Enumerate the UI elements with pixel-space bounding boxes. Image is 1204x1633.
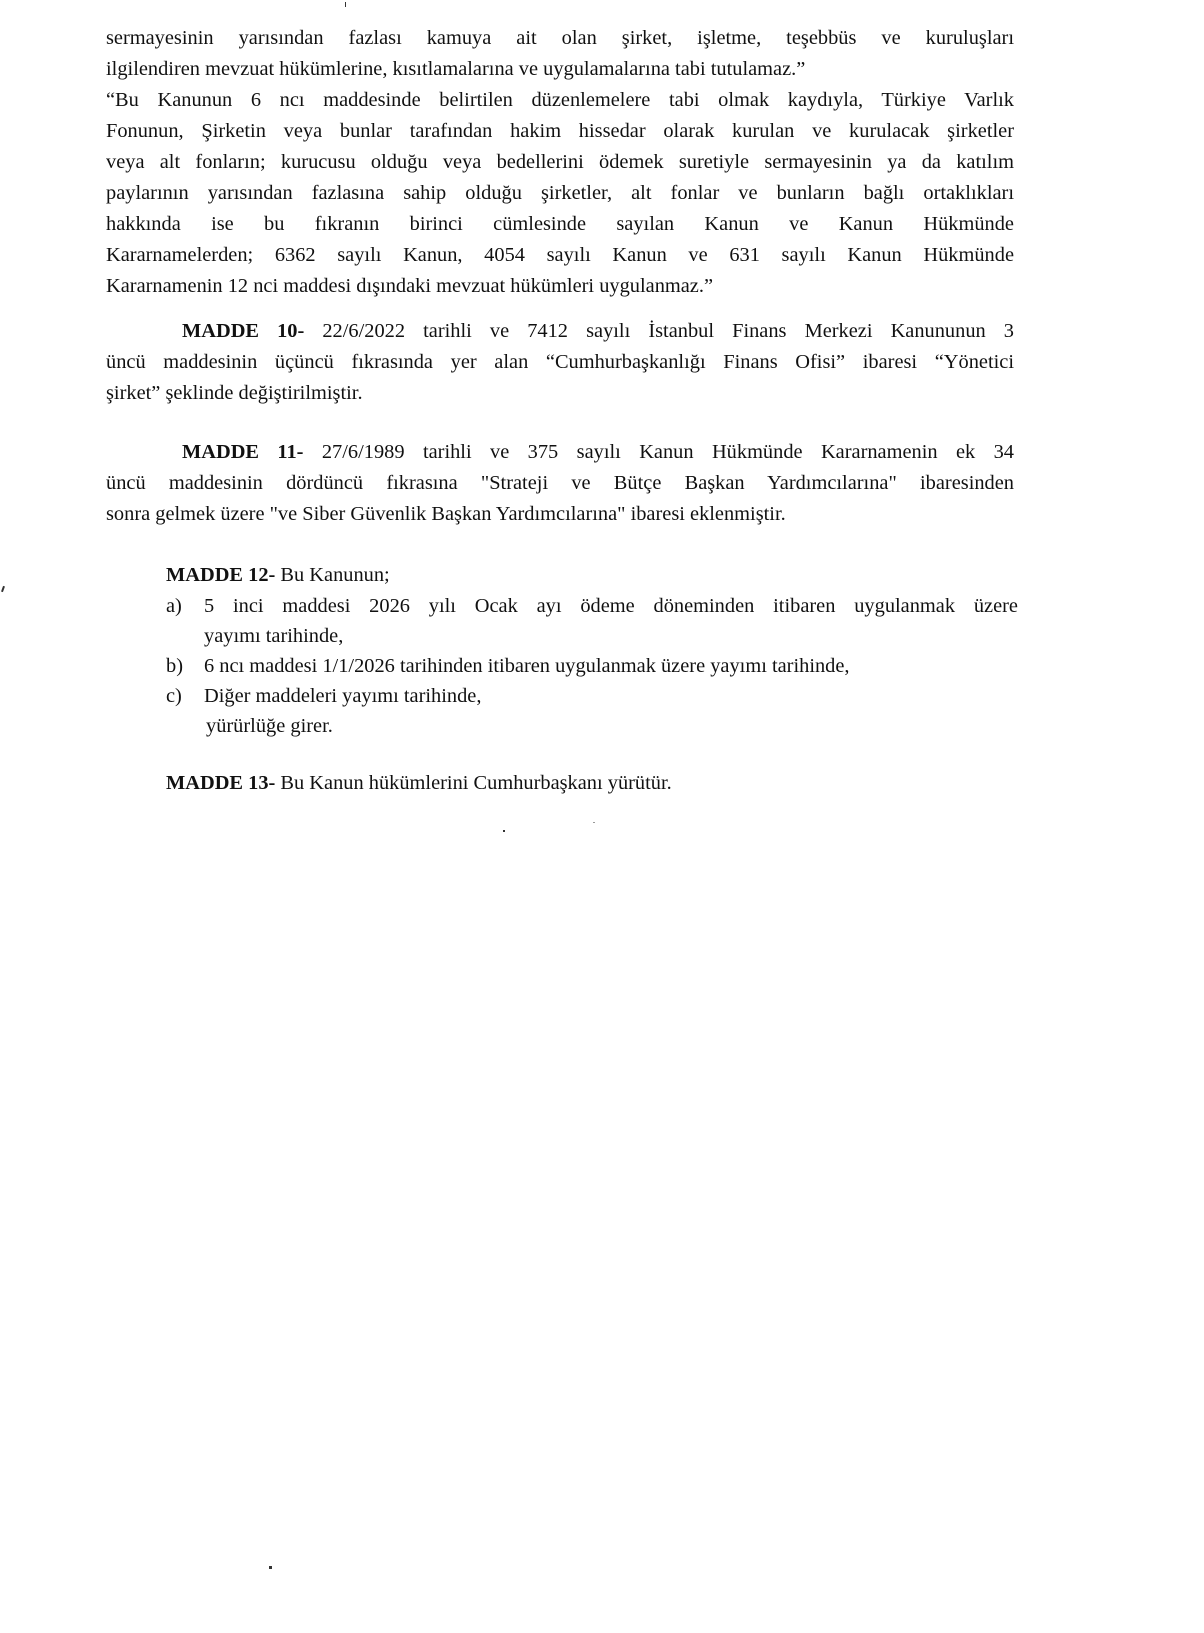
text-line: sonra gelmek üzere "ve Siber Güvenlik Başkan Yardımcılarına" ibaresi eklenmiştir. — [106, 503, 786, 525]
text-line: Kararnamelerden; 6362 sayılı Kanun, 4054 sayılı Kanun ve 631 sayılı Kanun Hükmünde — [106, 244, 1014, 266]
scan-speck — [593, 822, 595, 823]
article-heading: MADDE 11- — [182, 441, 304, 463]
list-label: a) — [166, 595, 182, 617]
closing-text: yürürlüğe girer. — [206, 715, 333, 737]
list-text: 6 ncı maddesi 1/1/2026 tarihinden itibaren uygulanmak üzere yayımı tarihinde, — [204, 655, 850, 677]
scan-speck — [503, 830, 505, 832]
list-text: 5 inci maddesi 2026 yılı Ocak ayı ödeme döneminden itibaren uygulanmak üzere — [204, 595, 1018, 617]
scan-speck — [345, 2, 346, 7]
closing-line — [166, 711, 1026, 741]
list-text: Diğer maddeleri yayımı tarihinde, — [204, 685, 482, 707]
article-text: 27/6/1989 tarihli ve 375 sayılı Kanun Hükmünde Kararnamenin ek 34 — [303, 441, 1014, 463]
list-item-continuation — [166, 621, 1026, 651]
text-line: üncü maddesinin dördüncü fıkrasına "Strateji ve Bütçe Başkan Yardımcılarına" ibaresinden — [106, 472, 1014, 494]
list-item — [166, 591, 1018, 621]
continuation-paragraph — [106, 23, 1014, 302]
list-label: c) — [166, 685, 182, 707]
text-line: Fonunun, Şirketin veya bunlar tarafından hakim hissedar olarak kurulan ve kurulacak şirketler — [106, 120, 1014, 142]
text-line: veya alt fonların; kurucusu olduğu veya bedellerini ödemek suretiyle sermayesinin ya da katılım — [106, 151, 1014, 173]
article-heading-line — [166, 560, 1026, 591]
article-10 — [106, 316, 1014, 409]
text-line: üncü maddesinin üçüncü fıkrasında yer alan “Cumhurbaşkanlığı Finans Ofisi” ibaresi “Yönetici — [106, 351, 1014, 373]
list-item — [166, 651, 1026, 681]
article-text: Bu Kanunun; — [275, 564, 390, 586]
article-12 — [166, 560, 1026, 741]
article-heading: MADDE 13- — [166, 772, 276, 794]
article-text: 22/6/2022 tarihli ve 7412 sayılı İstanbul Finans Merkezi Kanununun 3 — [304, 320, 1014, 342]
text-line: paylarının yarısından fazlasına sahip olduğu şirketler, alt fonlar ve bunların bağlı ortaklıkları — [106, 182, 1014, 204]
text-line: sermayesinin yarısından fazlası kamuya ait olan şirket, işletme, teşebbüs ve kuruluşları — [106, 27, 1014, 49]
text-line: hakkında ise bu fıkranın birinci cümlesinde sayılan Kanun ve Kanun Hükmünde — [106, 213, 1014, 235]
text-line — [166, 560, 390, 591]
text-line — [106, 437, 1014, 468]
text-line: ilgilendiren mevzuat hükümlerine, kısıtlamalarına ve uygulamalarına tabi tutulamaz.” — [106, 58, 806, 80]
article-heading: MADDE 12- — [166, 564, 276, 586]
article-13 — [166, 768, 1026, 798]
text-line — [106, 316, 1014, 347]
article-heading: MADDE 10- — [182, 320, 305, 342]
text-line: “Bu Kanunun 6 ncı maddesinde belirtilen düzenlemelere tabi olmak kaydıyla, Türkiye Varlık — [106, 89, 1014, 111]
text-line — [166, 768, 1026, 798]
scan-speck — [269, 1566, 272, 1569]
text-line: Kararnamenin 12 nci maddesi dışındaki mevzuat hükümleri uygulanmaz.” — [106, 275, 713, 297]
list-item — [166, 681, 1026, 711]
article-text: Bu Kanun hükümlerini Cumhurbaşkanı yürütür. — [275, 772, 672, 794]
article-11 — [106, 437, 1014, 530]
text-line: şirket” şeklinde değiştirilmiştir. — [106, 382, 363, 404]
list-text: yayımı tarihinde, — [204, 625, 344, 647]
scan-speck — [1, 586, 5, 592]
list-label: b) — [166, 655, 183, 677]
